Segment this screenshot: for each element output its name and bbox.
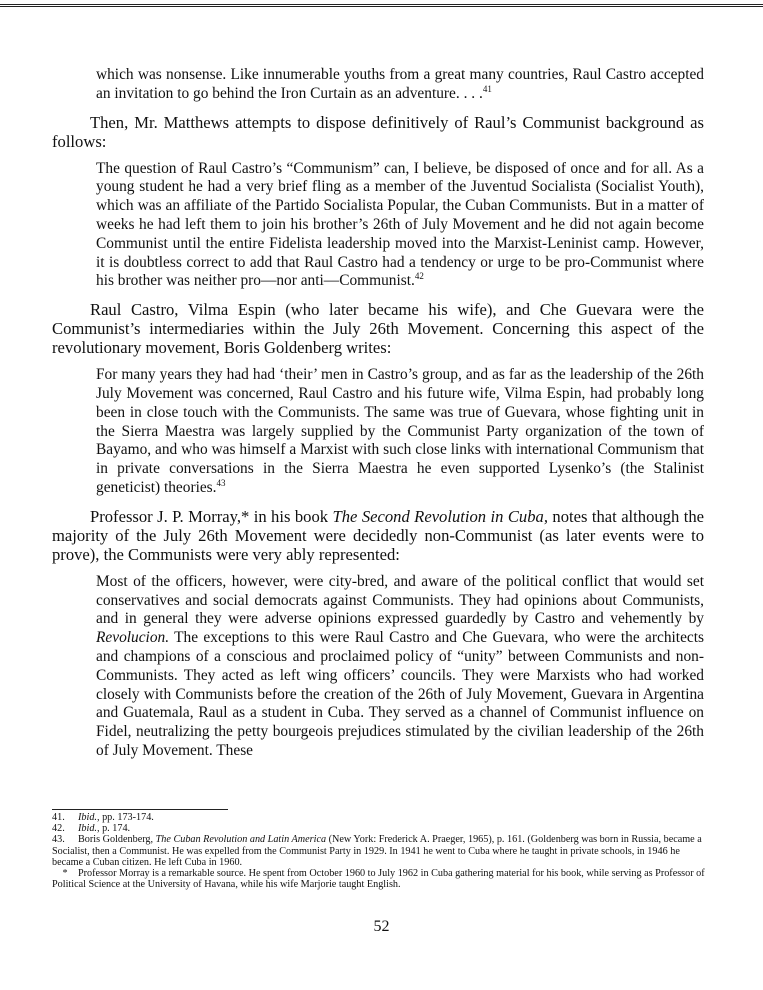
text-run: Raul Castro, Vilma Espin (who later became his wife), and Che Guevara were the Communist’s intermediaries within the July 26th Movement. Concerning this aspect of the revolutionary movement, Boris Goldenberg writes: [52,300,704,358]
text-run: (New York: Frederick A. Praeger, 1965), p. 161. (Goldenberg was born in Russia, became a Socialist, then a Communist. He was expelled from the Communist Party in 1929. In 1941 he went to Cuba where he taught in private schools, in 1946 he became a Cuban citizen. He left Cuba in 1960. [52,834,702,868]
italic-text: Ibid., [78,812,100,823]
block-quote [96,573,704,761]
footnote-reference: 41 [482,83,492,94]
body-paragraph [52,507,704,564]
text-run: Professor J. P. Morray,* in his book [90,506,333,526]
text-run: Professor Morray is a remarkable source. He spent from October 1960 to July 1962 in Cuba gathering material for his book, while serving as Professor of Political Science at the University of Havana, while his wife Marjorie taught English. [52,868,705,891]
page-number: 52 [373,918,390,935]
footnote-number: * [62,868,68,880]
top-border-rule [0,4,763,7]
italic-text: Revolucion. [96,629,170,647]
italic-text: Ibid., [78,823,100,835]
text-run: pp. 173-174. [99,812,154,823]
block-quote [96,160,704,292]
text-run: Then, Mr. Matthews attempts to dispose definitively of Raul’s Communist background as follows: [52,112,704,151]
body-paragraph [52,113,704,151]
text-run: For many years they had had ‘their’ men in Castro’s group, and as far as the leadership of the 26th July Movement was concerned, Raul Castro and his future wife, Vilma Espin, had probably long been in close touch with the Communists. The same was true of Guevara, whose fighting unit in the Sierra Maestra was largely supplied by the Communist Party organization of the town of Bayamo, and who was himself a Marxist with such close links with international Communism that in private conversations in the Sierra Maestra he even supported Lysenko’s (the Stalinist geneticist) theories. [96,366,704,496]
page-body [52,62,704,761]
block-quote [96,66,704,104]
italic-text: The Cuban Revolution and Latin America [155,834,327,846]
italic-text: The Second Revolution in Cuba, [332,506,548,526]
text-run: The exceptions to this were Raul Castro and Che Guevara, who were the architects and champions of a conscious and proclaimed policy of “unity” between Communists and non-Communists. They acted as left wing officers’ councils. They were Marxists who had worked closely with Communists before the creation of the 26th of July Movement, Guevara in Argentina and Guatemala, Raul as a student in Cuba. They served as a channel of Communist influence on Fidel, neutralizing the petty bourgeois prejudices stimulated by the civilian leadership of the 26th of July Movement. These [96,629,704,759]
footnote-separator [52,809,228,810]
footnote-reference: 42 [414,271,424,282]
block-quote [96,366,704,498]
text-run: which was nonsense. Like innumerable youths from a great many countries, Raul Castro accepted an invitation to go behind the Iron Curtain as an adventure. . . . [96,66,704,102]
text-run: Boris Goldenberg, [78,834,156,846]
footnote [52,834,708,868]
text-run: p. 174. [99,823,131,835]
footnote-number: 42. [52,823,65,835]
footnote [52,868,708,890]
text-run: notes that although the majority of the July 26th Movement were decidedly non-Communist (as later events were to prove), the Communists were very ably represented: [52,506,704,564]
footnote-number: 41. [52,812,65,823]
footnote [52,823,708,834]
footnote-number: 43. [52,834,65,846]
footnote-reference: 43 [216,477,226,488]
body-paragraph [52,300,704,357]
text-run: The question of Raul Castro’s “Communism” can, I believe, be disposed of once and for all. As a young student he had a very brief fling as a member of the Juventud Socialista (Socialist Youth), which was an affiliate of the Partido Socialista Popular, the Cuban Communists. But in a matter of weeks he had left them to join his brother’s 26th of July Movement and he did not again become Communist until the entire Fidelista leadership moved into the Marxist-Leninist camp. However, it is doubtless correct to add that Raul Castro had a tendency or urge to be pro-Communist where his brother was neither pro—nor anti—Communist. [96,159,704,290]
footnotes [52,812,708,890]
text-run: Most of the officers, however, were city-bred, and aware of the political conflict that would set conservatives and social democrats against Communists. They had opinions about Communists, and in general they were adverse opinions expressed guardedly by Castro and vehemently by [96,572,704,628]
footnote [52,812,708,823]
